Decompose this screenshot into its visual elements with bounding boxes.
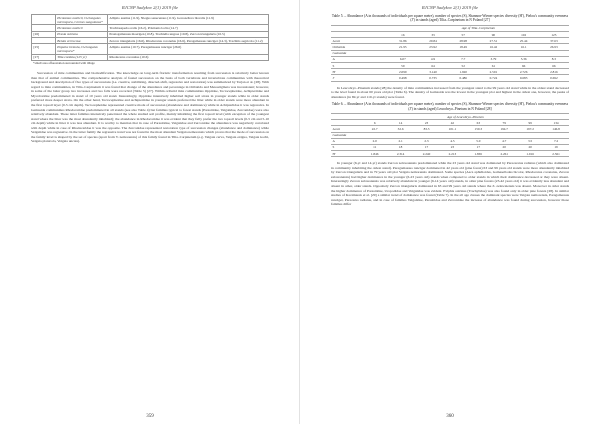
value-cell: 61 (478, 62, 508, 68)
value-cell: 7.7 (448, 56, 478, 62)
value-cell: 2.361 (543, 151, 569, 157)
row-label: Oribatida (331, 44, 388, 50)
age-header: 125 (539, 32, 569, 38)
age-header: 42 (439, 120, 465, 126)
body-paragraph-end: In younger (6-yr and 14-yr) stands Zercon zelawaiensis predominated while the 23 years old stand was dominated by Paraceratus radiatus (which also dominated in community inhabiting the oldest stand). Paragamassus runciger dominated in 42 years old (pine forest) 63 and 99 years old stands were more abundantly inhabited by Zercon triangularis and in 79 years old plot Veigaia nemorensis dominated. Some species (Asca aphidioides, Gamasellodes bicolor, Rhodacarus coronatus, Zercon zelawaiensis) had higher dominance in the younger (6-23 years old) stands when compared to older stands in which their dominance decreased or they were absent. Interestingly Zercon zelawaiensis was relatively abundant in younger (6-14 years old) stands, in older pine forests (23-42 years old) it was evidently less abundant and absent in other, older stands. Oppositely Zercon triangularis dominated in 63 and 99 years old stands where the Z. zelawaiensis was absent. Moreover in older stands the higher dominance of Parasitidae, Uropodidae and Veigaiidae was evident. Eviphis ostrinus (Trachytidae) was also found only in older pine forests [28]. In similar studies of Kaczmarek et al. [29] a similar trend of dominance was found (Table 7). In the all age classes the dominant species were Veigaia nemorensis, Paragamassus runciger, Paracerus radiatus, and in case of families Veigaiidae, Parasitidae and Zerconidae the increase of abundance was found during succession, however those families differ (331, 161, 569, 207)
value-cell: 159.3 (465, 126, 491, 132)
value-cell: 5.0 (465, 138, 491, 144)
value-cell: 4.5 (439, 138, 465, 144)
table-cell: [26] (32, 31, 56, 37)
value-cell: 2.314 (388, 151, 414, 157)
value-cell: 29.84 (418, 38, 448, 44)
value-cell: 3.79 (478, 56, 508, 62)
dominance-table (31, 14, 269, 66)
table-cell: Populus tremula, O.elongatus microspora* (55, 44, 107, 54)
value-cell: 20 (517, 144, 543, 150)
age-header: 102 (509, 32, 539, 38)
table-cell: Prasia subrena (55, 31, 107, 37)
row-label: A (331, 56, 388, 62)
value-cell: 0.692 (539, 75, 569, 81)
value-cell: 6.07 (388, 56, 418, 62)
value-cell: 2.213 (439, 151, 465, 157)
value-cell: 2.0 (362, 138, 388, 144)
table-cell: Zercon triangularis (16.6), Rhodacarus coronalus (16.6), Paragamassus runciger (14.3), Trachitis aegricola (11.2) (107, 37, 268, 43)
page-number-left: 359 (146, 414, 154, 419)
value-cell: 197.2 (517, 126, 543, 132)
age-header: 90 (478, 32, 508, 38)
value-cell: 66 (539, 62, 569, 68)
age-header: 79 (491, 120, 517, 126)
table6 (331, 113, 569, 157)
table-row (32, 44, 269, 54)
value-cell: 59 (388, 62, 418, 68)
table6-caption: Table 6. – Abundance (A in thousands of individuals per square metre), number of species (S), Shannon-Wiener species diversity (H'), Pielou's community evenness (J') in stands (aged) Leucobryo–Pinetum in N Poland [28] (331, 102, 569, 111)
value-cell: 146.8 (543, 126, 569, 132)
value-cell: 2.591 (478, 69, 508, 75)
table-cell: Alliptio austina (10.7), Paragamassus runciger (26.6) (107, 44, 268, 54)
row-label: H' (331, 69, 388, 75)
value-cell: 8.3 (539, 56, 569, 62)
age-header: 6 (362, 120, 388, 126)
age-header: 99 (517, 120, 543, 126)
value-cell: 1.920 (448, 69, 478, 75)
value-cell: 52 (448, 62, 478, 68)
page-number-right: 360 (446, 414, 454, 419)
value-cell: 4.7 (491, 138, 517, 144)
value-cell: 1.916 (517, 151, 543, 157)
value-cell: 64 (418, 62, 448, 68)
age-header: 134 (543, 120, 569, 126)
table5 (331, 25, 569, 82)
row-label: Gamasida (331, 132, 569, 138)
value-cell: 26.93 (539, 44, 569, 50)
value-cell: 16.1 (509, 44, 539, 50)
value-cell: 194.7 (491, 126, 517, 132)
age-header: 14 (388, 120, 414, 126)
table-cell: Tilia cordata (125 yr) (55, 54, 107, 60)
table-cell: [25] (32, 44, 56, 54)
value-cell: 23 (439, 144, 465, 150)
value-cell: 27.51 (478, 38, 508, 44)
value-cell: 32.6 (388, 126, 414, 132)
row-label: S (331, 62, 388, 68)
value-cell: 37.63 (539, 38, 569, 44)
value-cell: 83.3 (414, 126, 440, 132)
table-cell: Trachiasspeda oralis (16.2), Pristionis lociis (14.7) (107, 25, 268, 31)
table-cell: Alliptio austina (11.9), Niegus senecensus (11.9), Gonozellora litoralis (11.9) (107, 15, 268, 25)
value-cell: 0.724 (478, 75, 508, 81)
table-footnote: *small area afforestation surrounded with tillage (33, 61, 95, 66)
value-cell: 31.86 (388, 38, 418, 44)
value-cell: 5.36 (509, 56, 539, 62)
value-cell: 2.261 (491, 151, 517, 157)
value-cell: 0.498 (388, 75, 418, 81)
table6-span-header: Age of Leucobryo–Pinetum (362, 113, 569, 119)
row-label: J' (331, 75, 388, 81)
table-row (331, 151, 569, 157)
value-cell: 11 (362, 144, 388, 150)
table-cell: Prasiogamassus moerigen (10.8), Trachiella ungosa (10.8), Zercon triangularis (10.5) (107, 31, 268, 37)
value-cell: 0.735 (418, 75, 448, 81)
value-cell: 2.240 (414, 151, 440, 157)
table-cell: Rhodacarus coronalus (10.6) (107, 54, 268, 60)
value-cell: 0.486 (448, 75, 478, 81)
value-cell: 22.7 (362, 126, 388, 132)
table-row (331, 75, 569, 81)
value-cell: 25.44 (509, 38, 539, 44)
row-label: S (331, 144, 362, 150)
row-label: Acari (331, 38, 388, 44)
running-head-right: RJCNP Sadykov 2(1) 2019 file (421, 5, 479, 10)
age-header: 57 (448, 32, 478, 38)
body-paragraph: Succession of mite communities and biomodification. The knowledge on long-term floristic transformation resulting from succession is relatively better known than that of animal communities. The comprehensive analysis of faunal succession on the basis of both vertebrate and invertebrate communities with theoretical background and description of five types of successions (i.e. creative, stabilizing, directed-shift, regressive and restoration) was summarized by Tarjan et al. [28]. With regard to mite communities, in Tilia–Carpinetum it was found that change of the abundance and percentage in Oribatida and Mesostigmata was inconsistent; however, in some of the latter group two increases and two falls were recorded (Table 5) [27]. Within oribatid mite communities Oppiidae, Tectocepheidae, Achipteriidae and Mycobatidae predominated in stand of 10 years old stand. Interestingly, Oppiidae intensively inhabited higher soil strata in younger stands while in older stands preferred more deeper strata. On the other hand, Tectocepheidae and Achipteriidae in younger stands preferred the litter while in older stands were more abundant in the first topsoil layer (0-5 cm depth). Tectocepheidae represented creative mode of succession (abundance and dominance) while in Achipteriidae it was regressive. In Gamasida communities Rhodacaridae predominated in all stands (see also Table 4) but families typical to forest stands (Parasitidae, Veigaiidae, Zerconidae) were also relatively abundant. These latter families intensively penetrated the whole studied soil profile, mainly inhabiting the first topsoil level (with exception of the youngest stand where the litter was the most abundantly inhabited); the abundance in Rhodacaridae it was evident that they fully prefer the two topsoil levels (0-5 cm and 5-10 cm depth) while in litter it was less abundant. It is worthy to mention that in case of Parasitidae, Veigaiidae and Zerconidae the abundance was negatively correlated with depth while in case of Rhodacaridae it was the opposite. The Zerconidae represented restoration type of succession changes (abundance and dominance) while Veigaiidae was regressive. In the latter family the regressive trend was not found in the most abundant Veigaia nemorensis which proves that the mode of succession on the family level is shaped by the set of species (apart from V. nemorensis) of this family found in Tilia–Carpinetum (e.g. Veigaia cerva, Veigaia exigua, Veigaia kochi, Veigaia planicola, Veigaia uncata). (31, 71, 270, 144)
table-cell: Betula verrucosa (55, 37, 107, 43)
value-cell: 23.92 (418, 44, 448, 50)
table-cell (32, 15, 56, 25)
value-cell: 16.42 (478, 44, 508, 50)
value-cell: 2.726 (509, 69, 539, 75)
row-label: H' (331, 151, 362, 157)
age-header: 16 (388, 32, 418, 38)
age-header: 63 (465, 120, 491, 126)
value-cell: 66 (509, 62, 539, 68)
value-cell: 21.95 (388, 44, 418, 50)
value-cell: 4.9 (418, 56, 448, 62)
left-column (31, 14, 269, 147)
row-label: Gamasida (331, 50, 569, 56)
value-cell: 3.5 (517, 138, 543, 144)
value-cell: 1.865 (465, 151, 491, 157)
value-cell: 2.099 (388, 69, 418, 75)
value-cell: 101.1 (439, 126, 465, 132)
row-label: Acari (331, 126, 362, 132)
value-cell: 3.140 (418, 69, 448, 75)
age-header: 23 (414, 120, 440, 126)
value-cell: 17 (465, 144, 491, 150)
value-cell: 7.2 (543, 138, 569, 144)
row-label: A (331, 138, 362, 144)
table-cell: Picoiamus ovalicii, O.elongatus microspora, Cermes sanguinosa* (55, 15, 107, 25)
table5-span-header: Age of Tilia–Carpinetum (388, 25, 569, 31)
value-cell: 20 (491, 144, 517, 150)
table-cell: Picoiamus ovalicii (55, 25, 107, 31)
age-header: 33 (418, 32, 448, 38)
value-cell: 2.1 (388, 138, 414, 144)
table5-caption: Table 5. – Abundance (A in thousands of individuals per square metre), number of species (S), Shannon-Wiener species diversity (H'), Pielou's community evenness (J') in stands (aged) Tilia–Carpinetum in N Poland [27] (331, 14, 569, 23)
running-head-left: RJCNP Sadykov 2(1) 2019 file (121, 5, 179, 10)
value-cell: 2.3 (414, 138, 440, 144)
value-cell: 0.683 (509, 75, 539, 81)
right-column (331, 14, 569, 210)
body-paragraph-mid: In Leucobryo–Pinetum stands [28] the density of mite communities increased from the youngest stand to the 99 years old stand while in the oldest stand decreased to the level found in about 60 years old plot (Table 6). The density of Gamasida was the lowest in the youngest plot and highest in the oldest one, however, the peaks of abundance (in 69-yr and 110-yr stands) were found. (331, 85, 569, 99)
table-row (32, 15, 269, 25)
value-cell: 28.98 (448, 38, 478, 44)
value-cell: 2.816 (539, 69, 569, 75)
value-cell: 17 (414, 144, 440, 150)
right-page (300, 0, 600, 424)
value-cell: 19 (543, 144, 569, 150)
value-cell: 18 (388, 144, 414, 150)
value-cell: 1.846 (362, 151, 388, 157)
value-cell: 18.49 (448, 44, 478, 50)
table-cell: [27] (32, 54, 56, 60)
